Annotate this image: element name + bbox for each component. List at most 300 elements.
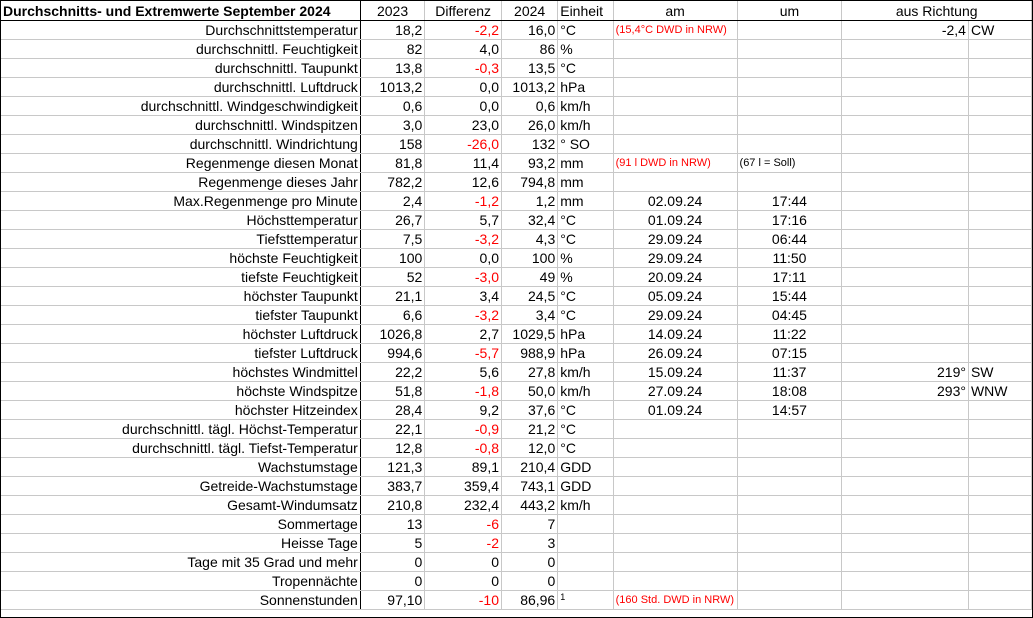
value-differenz: 12,6 — [425, 173, 502, 192]
table-row — [1, 344, 1032, 363]
table-row — [1, 534, 1032, 553]
value-direction — [968, 249, 1031, 268]
value-um — [737, 572, 842, 591]
value-2023: 52 — [360, 268, 425, 287]
value-differenz: 0,0 — [425, 78, 502, 97]
table-row — [1, 173, 1032, 192]
row-note: (15,4°C DWD in NRW) — [613, 21, 737, 40]
value-am — [613, 534, 737, 553]
value-am: 29.09.24 — [613, 249, 737, 268]
value-2024: 26,0 — [502, 116, 558, 135]
value-2023: 51,8 — [360, 382, 425, 401]
value-am — [613, 420, 737, 439]
value-2024: 0 — [502, 553, 558, 572]
value-differenz: 4,0 — [425, 40, 502, 59]
value-unit: km/h — [558, 97, 613, 116]
value-um — [737, 135, 842, 154]
value-2023: 26,7 — [360, 211, 425, 230]
value-2024: 50,0 — [502, 382, 558, 401]
value-am: 14.09.24 — [613, 325, 737, 344]
value-2023: 7,5 — [360, 230, 425, 249]
value-um — [737, 173, 842, 192]
value-2024: 132 — [502, 135, 558, 154]
value-differenz: 89,1 — [425, 458, 502, 477]
value-direction — [968, 135, 1031, 154]
value-2024: 27,8 — [502, 363, 558, 382]
value-differenz: -0,8 — [425, 439, 502, 458]
value-um — [737, 78, 842, 97]
value-um — [737, 477, 842, 496]
value-direction — [968, 154, 1031, 173]
value-richtung — [842, 439, 969, 458]
weather-stats-table — [1, 1, 1032, 610]
row-label: Regenmenge dieses Jahr — [1, 173, 360, 192]
table-row — [1, 439, 1032, 458]
value-unit: hPa — [558, 344, 613, 363]
value-differenz: 3,4 — [425, 287, 502, 306]
value-direction — [968, 515, 1031, 534]
value-2024: 0,6 — [502, 97, 558, 116]
table-row — [1, 287, 1032, 306]
value-um — [737, 97, 842, 116]
value-um — [737, 515, 842, 534]
value-unit: hPa — [558, 325, 613, 344]
row-label: durchschnittl. Taupunkt — [1, 59, 360, 78]
table-row — [1, 515, 1032, 534]
value-am — [613, 496, 737, 515]
row-label: Tiefsttemperatur — [1, 230, 360, 249]
table-row — [1, 116, 1032, 135]
value-2023: 121,3 — [360, 458, 425, 477]
value-direction — [968, 591, 1031, 610]
value-direction — [968, 116, 1031, 135]
value-um: 18:08 — [737, 382, 842, 401]
value-direction — [968, 325, 1031, 344]
value-richtung — [842, 192, 969, 211]
value-2023: 210,8 — [360, 496, 425, 515]
row-label: Max.Regenmenge pro Minute — [1, 192, 360, 211]
value-um — [737, 458, 842, 477]
value-direction — [968, 477, 1031, 496]
value-unit — [558, 591, 613, 610]
value-um — [737, 534, 842, 553]
value-am — [613, 40, 737, 59]
value-richtung — [842, 534, 969, 553]
value-am — [613, 97, 737, 116]
value-2024: 49 — [502, 268, 558, 287]
value-2023: 3,0 — [360, 116, 425, 135]
footnote-marker: 1 — [560, 592, 566, 602]
value-am — [613, 439, 737, 458]
value-2023: 2,4 — [360, 192, 425, 211]
value-2024: 37,6 — [502, 401, 558, 420]
value-unit: °C — [558, 287, 613, 306]
value-unit: % — [558, 40, 613, 59]
value-differenz: 2,7 — [425, 325, 502, 344]
value-unit: °C — [558, 439, 613, 458]
value-richtung — [842, 268, 969, 287]
table-row — [1, 591, 1032, 610]
value-unit: % — [558, 249, 613, 268]
value-am: 15.09.24 — [613, 363, 737, 382]
value-2024: 21,2 — [502, 420, 558, 439]
value-unit: km/h — [558, 116, 613, 135]
row-note-soll: (67 l = Soll) — [737, 154, 842, 173]
table-row — [1, 325, 1032, 344]
value-2023: 0 — [360, 553, 425, 572]
value-direction: CW — [968, 21, 1031, 40]
table-row — [1, 420, 1032, 439]
value-unit: GDD — [558, 477, 613, 496]
value-um: 11:37 — [737, 363, 842, 382]
value-differenz: -10 — [425, 591, 502, 610]
value-direction — [968, 572, 1031, 591]
value-differenz: -6 — [425, 515, 502, 534]
value-richtung — [842, 496, 969, 515]
value-differenz: -0,9 — [425, 420, 502, 439]
value-richtung — [842, 572, 969, 591]
value-2024: 1,2 — [502, 192, 558, 211]
value-um — [737, 21, 842, 40]
value-unit: % — [558, 268, 613, 287]
value-direction — [968, 496, 1031, 515]
value-direction: SW — [968, 363, 1031, 382]
value-um: 14:57 — [737, 401, 842, 420]
value-2024: 93,2 — [502, 154, 558, 173]
value-2024: 210,4 — [502, 458, 558, 477]
value-richtung — [842, 173, 969, 192]
row-label: durchschnittl. Windspitzen — [1, 116, 360, 135]
value-richtung — [842, 325, 969, 344]
value-2023: 1026,8 — [360, 325, 425, 344]
header-richtung: aus Richtung — [842, 1, 1032, 21]
value-unit: °C — [558, 21, 613, 40]
value-am: 26.09.24 — [613, 344, 737, 363]
value-richtung — [842, 306, 969, 325]
value-am — [613, 59, 737, 78]
value-unit — [558, 515, 613, 534]
row-label: Tage mit 35 Grad und mehr — [1, 553, 360, 572]
row-label: durchschnittl. tägl. Tiefst-Temperatur — [1, 439, 360, 458]
value-direction — [968, 458, 1031, 477]
value-richtung — [842, 458, 969, 477]
table-row — [1, 249, 1032, 268]
row-label: durchschnittl. Windrichtung — [1, 135, 360, 154]
table-row — [1, 496, 1032, 515]
value-2023: 82 — [360, 40, 425, 59]
value-2023: 12,8 — [360, 439, 425, 458]
value-direction — [968, 192, 1031, 211]
value-differenz: -3,2 — [425, 306, 502, 325]
value-um — [737, 420, 842, 439]
value-unit: °C — [558, 306, 613, 325]
value-direction — [968, 534, 1031, 553]
table-row — [1, 572, 1032, 591]
value-um — [737, 496, 842, 515]
row-label: Höchsttemperatur — [1, 211, 360, 230]
row-label: Sonnenstunden — [1, 591, 360, 610]
value-unit: °C — [558, 211, 613, 230]
value-2023: 5 — [360, 534, 425, 553]
value-2023: 383,7 — [360, 477, 425, 496]
value-2023: 1013,2 — [360, 78, 425, 97]
value-um — [737, 591, 842, 610]
value-richtung — [842, 135, 969, 154]
value-2024: 16,0 — [502, 21, 558, 40]
value-unit: km/h — [558, 496, 613, 515]
row-label: Wachstumstage — [1, 458, 360, 477]
value-richtung — [842, 40, 969, 59]
value-richtung — [842, 591, 969, 610]
row-label: Sommertage — [1, 515, 360, 534]
value-richtung — [842, 344, 969, 363]
table-row — [1, 363, 1032, 382]
table-row — [1, 40, 1032, 59]
value-richtung — [842, 553, 969, 572]
value-um: 11:22 — [737, 325, 842, 344]
value-richtung — [842, 420, 969, 439]
value-direction — [968, 78, 1031, 97]
table-row — [1, 458, 1032, 477]
value-2024: 1013,2 — [502, 78, 558, 97]
table-row — [1, 135, 1032, 154]
value-differenz: 9,2 — [425, 401, 502, 420]
value-2023: 158 — [360, 135, 425, 154]
row-label: höchste Windspitze — [1, 382, 360, 401]
value-unit: GDD — [558, 458, 613, 477]
value-2023: 13 — [360, 515, 425, 534]
header-differenz: Differenz — [425, 1, 502, 21]
value-am: 27.09.24 — [613, 382, 737, 401]
row-label: tiefster Luftdruck — [1, 344, 360, 363]
value-2023: 0 — [360, 572, 425, 591]
value-2024: 12,0 — [502, 439, 558, 458]
value-am: 01.09.24 — [613, 401, 737, 420]
row-label: Heisse Tage — [1, 534, 360, 553]
header-um: um — [737, 1, 842, 21]
value-2023: 81,8 — [360, 154, 425, 173]
value-2023: 28,4 — [360, 401, 425, 420]
row-label: höchster Hitzeindex — [1, 401, 360, 420]
value-am — [613, 515, 737, 534]
value-richtung — [842, 249, 969, 268]
value-richtung — [842, 78, 969, 97]
value-2023: 994,6 — [360, 344, 425, 363]
value-unit — [558, 572, 613, 591]
value-2024: 443,2 — [502, 496, 558, 515]
table-row — [1, 154, 1032, 173]
table-title: Durchschnitts- und Extremwerte September 2024 — [1, 1, 360, 21]
row-label: Gesamt-Windumsatz — [1, 496, 360, 515]
value-2024: 7 — [502, 515, 558, 534]
value-richtung — [842, 287, 969, 306]
value-unit: ° SO — [558, 135, 613, 154]
row-label: Tropennächte — [1, 572, 360, 591]
table-row — [1, 59, 1032, 78]
row-label: durchschnittl. Windgeschwindigkeit — [1, 97, 360, 116]
value-am: 29.09.24 — [613, 306, 737, 325]
table-row — [1, 553, 1032, 572]
value-2024: 86,96 — [502, 591, 558, 610]
value-um: 17:11 — [737, 268, 842, 287]
value-direction — [968, 420, 1031, 439]
value-am — [613, 572, 737, 591]
value-unit: km/h — [558, 382, 613, 401]
table-row — [1, 477, 1032, 496]
value-differenz: -3,0 — [425, 268, 502, 287]
value-2024: 794,8 — [502, 173, 558, 192]
value-direction — [968, 553, 1031, 572]
value-differenz: -2 — [425, 534, 502, 553]
value-2024: 3,4 — [502, 306, 558, 325]
value-unit: km/h — [558, 363, 613, 382]
value-unit: mm — [558, 173, 613, 192]
value-richtung — [842, 211, 969, 230]
value-am: 29.09.24 — [613, 230, 737, 249]
table-row — [1, 230, 1032, 249]
value-um: 07:15 — [737, 344, 842, 363]
value-differenz: -1,2 — [425, 192, 502, 211]
value-um: 17:44 — [737, 192, 842, 211]
value-um: 15:44 — [737, 287, 842, 306]
value-unit: °C — [558, 420, 613, 439]
value-richtung: -2,4 — [842, 21, 969, 40]
value-um — [737, 116, 842, 135]
row-note: (160 Std. DWD in NRW) — [613, 591, 737, 610]
value-richtung — [842, 154, 969, 173]
value-unit: mm — [558, 192, 613, 211]
table-row — [1, 97, 1032, 116]
value-2024: 86 — [502, 40, 558, 59]
value-differenz: -1,8 — [425, 382, 502, 401]
table-row — [1, 268, 1032, 287]
value-am — [613, 135, 737, 154]
row-label: durchschnittl. Feuchtigkeit — [1, 40, 360, 59]
row-label: durchschnittl. tägl. Höchst-Temperatur — [1, 420, 360, 439]
value-am: 02.09.24 — [613, 192, 737, 211]
value-2024: 988,9 — [502, 344, 558, 363]
value-richtung — [842, 116, 969, 135]
value-differenz: 0 — [425, 572, 502, 591]
value-2023: 13,8 — [360, 59, 425, 78]
value-unit: °C — [558, 230, 613, 249]
value-unit: mm — [558, 154, 613, 173]
value-differenz: 0,0 — [425, 249, 502, 268]
row-label: durchschnittl. Luftdruck — [1, 78, 360, 97]
value-differenz: 0,0 — [425, 97, 502, 116]
value-richtung — [842, 97, 969, 116]
value-direction — [968, 306, 1031, 325]
value-direction — [968, 344, 1031, 363]
table-row — [1, 306, 1032, 325]
value-am — [613, 173, 737, 192]
value-um: 04:45 — [737, 306, 842, 325]
row-label: höchstes Windmittel — [1, 363, 360, 382]
value-unit: °C — [558, 59, 613, 78]
value-direction — [968, 268, 1031, 287]
value-differenz: 11,4 — [425, 154, 502, 173]
value-2023: 18,2 — [360, 21, 425, 40]
value-direction — [968, 97, 1031, 116]
table-row — [1, 192, 1032, 211]
value-am: 20.09.24 — [613, 268, 737, 287]
value-unit — [558, 553, 613, 572]
value-2024: 1029,5 — [502, 325, 558, 344]
value-um: 17:16 — [737, 211, 842, 230]
value-richtung — [842, 59, 969, 78]
row-label: Getreide-Wachstumstage — [1, 477, 360, 496]
table-row — [1, 211, 1032, 230]
value-um: 11:50 — [737, 249, 842, 268]
value-direction — [968, 59, 1031, 78]
value-differenz: 232,4 — [425, 496, 502, 515]
value-unit: °C — [558, 401, 613, 420]
value-um: 06:44 — [737, 230, 842, 249]
row-note: (91 l DWD in NRW) — [613, 154, 737, 173]
value-2023: 6,6 — [360, 306, 425, 325]
header-2023: 2023 — [360, 1, 425, 21]
table-row — [1, 21, 1032, 40]
value-2024: 100 — [502, 249, 558, 268]
value-direction: WNW — [968, 382, 1031, 401]
value-am — [613, 553, 737, 572]
value-direction — [968, 439, 1031, 458]
value-um — [737, 40, 842, 59]
row-label: tiefste Feuchtigkeit — [1, 268, 360, 287]
value-2024: 13,5 — [502, 59, 558, 78]
row-label: tiefster Taupunkt — [1, 306, 360, 325]
value-um — [737, 553, 842, 572]
value-richtung — [842, 401, 969, 420]
value-richtung: 219° — [842, 363, 969, 382]
value-2023: 100 — [360, 249, 425, 268]
value-direction — [968, 287, 1031, 306]
value-um — [737, 59, 842, 78]
value-am — [613, 116, 737, 135]
value-am — [613, 477, 737, 496]
value-2023: 0,6 — [360, 97, 425, 116]
value-2023: 22,2 — [360, 363, 425, 382]
value-2024: 32,4 — [502, 211, 558, 230]
table-row — [1, 401, 1032, 420]
value-differenz: -3,2 — [425, 230, 502, 249]
value-differenz: -0,3 — [425, 59, 502, 78]
value-am: 05.09.24 — [613, 287, 737, 306]
value-2023: 21,1 — [360, 287, 425, 306]
row-label: höchster Luftdruck — [1, 325, 360, 344]
table-row — [1, 78, 1032, 97]
value-2023: 97,10 — [360, 591, 425, 610]
row-label: Regenmenge diesen Monat — [1, 154, 360, 173]
header-row — [1, 1, 1032, 21]
value-differenz: -26,0 — [425, 135, 502, 154]
value-2024: 3 — [502, 534, 558, 553]
value-differenz: 5,6 — [425, 363, 502, 382]
row-label: höchster Taupunkt — [1, 287, 360, 306]
value-2024: 24,5 — [502, 287, 558, 306]
value-2024: 743,1 — [502, 477, 558, 496]
value-direction — [968, 401, 1031, 420]
value-differenz: 359,4 — [425, 477, 502, 496]
value-unit: hPa — [558, 78, 613, 97]
value-differenz: -5,7 — [425, 344, 502, 363]
value-direction — [968, 211, 1031, 230]
header-am: am — [613, 1, 737, 21]
value-richtung — [842, 515, 969, 534]
value-am: 01.09.24 — [613, 211, 737, 230]
value-richtung — [842, 230, 969, 249]
value-2023: 782,2 — [360, 173, 425, 192]
